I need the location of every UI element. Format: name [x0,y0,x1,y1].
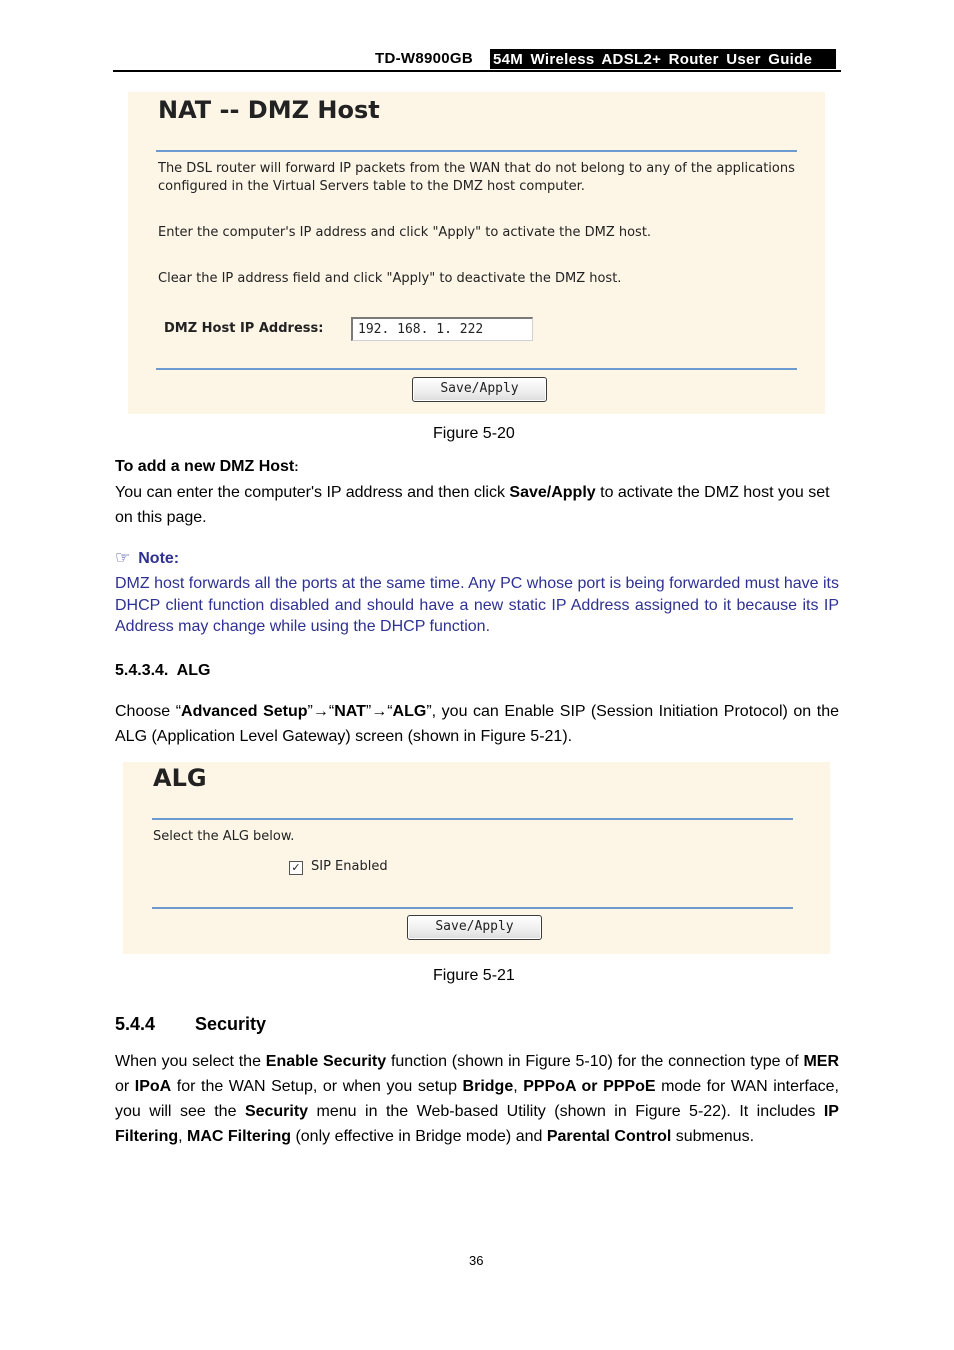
header-guide-title: 54M Wireless ADSL2+ Router User Guide [490,49,836,69]
security-text-9: (only effective in Bridge mode) and [291,1128,547,1145]
add-dmz-text-before: You can enter the computer's IP address and then click [115,484,510,501]
dmz-save-apply-button[interactable]: Save/Apply [412,377,547,402]
alg-path-separator-2: ”→“ [365,703,393,720]
security-text-8: , [178,1128,187,1145]
dmz-top-divider [156,150,797,152]
dmz-description-line2: configured in the Virtual Servers table to the DMZ host computer. [158,179,585,194]
security-heading [115,1014,266,1035]
sip-enabled-label: SIP Enabled [311,859,388,874]
alg-save-apply-button[interactable]: Save/Apply [407,915,542,940]
security-bold-mer: MER [803,1053,839,1070]
alg-path-advanced-setup: Advanced Setup [181,703,308,720]
add-dmz-heading [115,458,299,476]
alg-choose-paragraph [115,699,839,749]
dmz-description-line1: The DSL router will forward IP packets from the WAN that do not belong to any of the applications [158,161,795,176]
add-dmz-text-after: to activate the DMZ host you set on this page. [115,484,830,526]
security-bold-security: Security [244,1103,309,1120]
security-text-10: submenus. [671,1128,755,1145]
dmz-deactivate-instruction: Clear the IP address field and click "Apply" to deactivate the DMZ host. [158,271,622,286]
alg-bottom-divider [152,907,793,909]
security-bold-enable-security: Enable Security [265,1053,387,1070]
security-heading-number: 5.4.4 [115,1014,156,1034]
figure-5-20-caption: Figure 5-20 [433,425,515,442]
pointing-hand-icon: ☞ [115,548,131,568]
security-text-3: or [115,1078,135,1095]
dmz-host-panel [128,92,825,414]
header-rule [113,70,841,72]
add-dmz-bold-save-apply: Save/Apply [509,484,596,501]
alg-panel [123,762,830,954]
alg-description: Select the ALG below. [153,829,295,844]
security-text-6: mode for WAN interface, you will see the [115,1078,840,1120]
security-bold-bridge: Bridge [462,1078,514,1095]
security-bold-mac-filtering: MAC Filtering [187,1128,291,1145]
page-number: 36 [469,1253,484,1268]
security-bold-parental-control: Parental Control [546,1128,672,1145]
alg-path-nat: NAT [334,703,366,720]
dmz-activate-instruction: Enter the computer's IP address and click "Apply" to activate the DMZ host. [158,225,652,240]
note-text: DMZ host forwards all the ports at the same time. Any PC whose port is being forwarded must have its DHCP client function disabled and should have a new static IP Address assigned to it because its IP Address may change while using the DHCP function. [115,575,839,635]
note-heading [115,548,179,568]
security-bold-pppoa-pppoe: PPPoA or PPPoE [523,1078,656,1095]
alg-path-separator-1: ”→“ [307,703,335,720]
dmz-panel-title: NAT -- DMZ Host [158,96,380,124]
alg-choose-suffix: ”, you can Enable SIP (Session Initiation Protocol) on the ALG (Application Level Gateway) screen (shown in Figure 5-21). [115,703,840,745]
security-text-1: When you select the [115,1053,266,1070]
note-label: Note: [138,550,180,567]
dmz-ip-input[interactable]: 192. 168. 1. 222 [351,317,533,341]
alg-section-heading: 5.4.3.4. ALG [115,662,211,679]
add-dmz-paragraph [115,480,840,530]
alg-top-divider [152,818,793,820]
alg-panel-title: ALG [153,764,207,792]
security-text-4: for the WAN Setup, or when you setup [171,1078,463,1095]
security-text-7: menu in the Web-based Utility (shown in Figure 5-22). It includes [308,1103,824,1120]
security-text-2: function (shown in Figure 5-10) for the connection type of [386,1053,804,1070]
dmz-bottom-divider [156,368,797,370]
security-paragraph [115,1049,839,1149]
security-text-5: , [513,1078,524,1095]
add-dmz-heading-colon: : [294,459,299,474]
alg-path-alg: ALG [392,703,427,720]
figure-5-21-caption: Figure 5-21 [433,967,515,984]
security-bold-ip-filtering: IP Filtering [115,1103,839,1145]
header-model: TD-W8900GB [375,50,474,67]
alg-choose-prefix: Choose “ [115,703,182,720]
add-dmz-heading-text: To add a new DMZ Host [115,458,295,475]
security-heading-title: Security [195,1014,267,1034]
sip-enabled-checkbox[interactable]: ✓ [289,861,303,875]
dmz-ip-label: DMZ Host IP Address: [164,321,324,336]
security-bold-ipoa: IPoA [134,1078,172,1095]
